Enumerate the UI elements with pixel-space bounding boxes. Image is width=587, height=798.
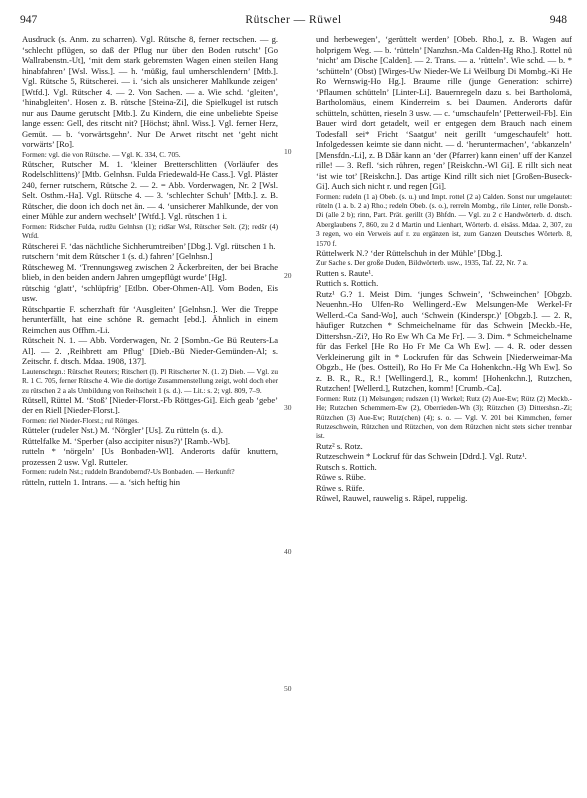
dictionary-entry: Rutz¹ G.? 1. Meist Dim. ‘junges Schwein’, ‘Schweinchen’ [Obgzb. Neuenhn.-Ho Ulfen-Ro Wellingerd.-Ew Melsungen-Me Werkel-Fr Wellerd.-Ca Sand-Wo], auch ‘Schwein (Kinderspr.)’ [Obgzb.]. — 2. R, häufiger Rutzchen * Schmeichelname für das Schwein [Meckb.-He, Dittershsn.-Zi?, Ho Ro Ew Wh Ca Me Fr]. — 3. Dim. * Schmeichelname für das Ferkel [He Ro Ho Fr Me Ca Wh Ew]. — 4. R. oder dessen Verkleinerung gilt in * Lockrufen für das Schwein [Niederweimar-Ma Obgzb., He (bes. Ostteil), Ro Ho Fr Me Ca Hohenkchn.-Hg Wh Ew]. So z. B. R., R., R.! [Wellingerd.], R., komm! [Hohenkchn.], Rutzchen, Rutzchen! [Wellerd.], Rutzchen, komm! [Crumb.-Ca]. <box>316 288 572 394</box>
dictionary-entry: Rüwel, Rauwel, rauwelig s. Räpel, ruppelig. <box>316 493 468 504</box>
dictionary-entry: Rütsell, Rüttel M. ‘Stoß’ [Nieder-Florst.-Fb Röttges-Gi]. Eich geab ‘gebe’ der en Riell [Nieder-Florst.]. <box>22 394 278 416</box>
page-number-left: 947 <box>20 14 38 26</box>
dictionary-entry: Rüwe s. Rüfe. <box>316 482 365 493</box>
dictionary-entry: Rutten s. Raute¹. <box>316 267 374 278</box>
dictionary-entry: Rutz² s. Rotz. <box>316 440 363 451</box>
form-note: Formen: riel Nieder-Florst.; rul Röttges. <box>22 415 139 425</box>
dictionary-entry: Rüwe s. Rübe. <box>316 472 366 483</box>
dictionary-entry: Rüttelfalke M. ‘Sperber (also accipiter nisus?)’ [Ramb.-Wb]. <box>22 435 230 446</box>
dictionary-entry: Ruttich s. Rottich. <box>316 278 379 289</box>
dictionary-entry: rütteln, rutteln 1. Intrans. — a. ‘sich heftig hin <box>22 476 181 487</box>
dictionary-entry: rutschern ‘mit dem Rütscher 1 (s. d.) fahren’ [Gelnhsn.] <box>22 251 213 262</box>
dictionary-entry: Rutsch s. Rottich. <box>316 461 377 472</box>
dictionary-entry: Rüttelwerk N.? ‘der Rüttelschuh in der Mühle’ [Dbg.]. <box>316 247 503 258</box>
dictionary-entry: Rütscheweg M. ‘Trennungsweg zwischen 2 Äckerbreiten, der bei Brache blieb, in den beiden andern Jahren umgepflügt wurde’ [Hg]. <box>22 261 278 283</box>
form-note: Formen: rudeln (1 a) Obeb. (s. u.) und Impt. rottel (2 a) Calden. Sonst nur umgelautet: rüteln (1 a. b. 2 a) Rho.; redeln Obeb. (s. o.), rerreln Mombg., rile Linter, relle Donsb.-Di (alle 2 b); rinn, Part. Prät. gerillt (3) Bhfdn. — Vgl. zu 2 c Handwörterb. d. dtsch. Aberglaubens 7, 860, zu 2 d Martin und Lienhart, Wörterb. d. elsäss. Mdaa. 2, 307, zu 3 regen, wo ein Verweis auf r. zu ergänzen ist, zum Ganzen Deutsches Wörterb. 8, 1570 f. <box>316 191 572 248</box>
dictionary-entry: und herbewegen’, ‘gerüttelt werden’ [Obeb. Rho.], z. B. Wagen auf holprigem Weg. — b. ‘rütteln’ [Nanzhsn.-Ma Calden-Hg Rho.]. Rottel nü ‘nicht’ am Dische [Calden]. — 2. Trans. — a. ‘rütteln’. Wie schd. — b. * ‘schütteln’ (Obst) [Wirges-Uw Nieder-We Li Weilburg Di Mombg.-Ki He Ro Wernswig-Ho Hg.]. Braume rille (junge Generation: schirre) ‘Pflaumen schütteln’ [Linter-Li]. Bauernregeln dazu s. bei Bartholomä, Bartholomäus, einem Kinderreim s. bei Daumen. Anderorts dafür schütteln, schütten, rieseln 3 usw. — c. ‘umschaufeln’ [Petterweil-Fb]. Ein Bauer wird dort getadelt, weil er entgegen dem Brauch nach einem Todesfall sei* Fricht ‘Saatgut’ neit gerillt ‘umgeschaufelt’ hott. Infolgedessen keimte sie dann nicht. — d. ‘heruntermachen’, ‘abkanzeln’ [Mensfdn.-Li], z. B Dǟär kann an ‘der (Pfarrer) kann einen’ uff der Kanzel rille! — 3. Refl. ‘sich rühren, regen’ [Reiskchn.-Wl Gi]. E rillt sich neat ‘ist wie tot’ [Reiskchn.]. Das artige Kind rillt sich niet [Großen-Buseck-Gi]. Auch sich nicht r. und regen [Gi]. <box>316 34 572 191</box>
dictionary-entry: rutteln * ‘nörgeln’ [Us Bonbaden-Wl]. Anderorts dafür knuttern, prozessen 2 usw. Vgl. Rutteler. <box>22 446 278 467</box>
line-number: 20 <box>284 271 292 280</box>
running-title: Rütscher — Rüwel <box>245 14 342 26</box>
line-number: 50 <box>284 684 292 693</box>
form-note: Lautenschrgn.: Rütschet Reuters; Ritschert (l). Pl Ritscherter N. (1. 2) Dieb. — Vgl. zu R. 1 C. 705, ferner Rütsche 4. Wie die dortige Zusammenstellung zeigt, wohl doch eher zu rütschen 2 a als Umbildung von Reihscheit 1 (s. d.). — Lit.: s. 2; vgl. 809, 7–9. <box>22 366 278 395</box>
page-number-right: 948 <box>549 14 567 26</box>
line-number: 10 <box>284 147 292 156</box>
form-note: Zur Sache s. Der große Duden, Bildwörterb. usw., 1935, Taf. 22, Nr. 7 a. <box>316 258 528 268</box>
dictionary-entry: Ausdruck (s. Anm. zu scharren). Vgl. Rütsche 8, ferner rectschen. — g. ‘schlecht pflügen, so daß der Pflug nur über den Boden rutscht’ [Go Wallrabenstn.-Ut], ‘mit dem stark gebremsten Wagen einen steilen Hang hinabfahren’ [Wsl. Wiss.]. — h. ‘müßig, faul umherschlendern’ [Mtb.]. Vgl. Rütsche 5, Rütscherei. — i. ‘sich als unsicherer Mahlkunde zeigen’ [Wtfd.]. Vgl. Rütscher 4. — 2. Von Sachen. — a. Wie schd. ‘gleiten’, ‘hinabgleiten’. Hosen z. B. rütsche [Steina-Zi], die Spielkugel ist rutsch nur aus Daume gerutscht [Mtb.]. Zu Kindern, die eine unbeliebte Speise lange essen: Gell, des ritscht nit? [Höchst; ähnl. Wiss.]. Vgl. ferner Herz, Gemüt. — b. ‘vorwärtsgehn’. Nur De Arwet ritscht net ‘geht nicht vorwärts’ [Ro]. <box>22 34 278 149</box>
dictionary-entry: Rütschpartie F. scherzhaft für ‘Ausgleiten’ [Gelnhsn.]. Wer die Treppe herunterfällt, hat eine schöne R. gemacht [ebd.]. Ähnlich in einem Reimchen aus Offhm.-Li. <box>22 303 278 335</box>
form-note: Formen: rudeln Nst.; ruddeln Brandobernd?-Us Bonbaden. — Herkunft? <box>22 467 235 477</box>
dictionary-entry: Rütteler (rudeler Nst.) M. ‘Nörgler’ [Us]. Zu rütteln (s. d.). <box>22 425 224 436</box>
form-note: Formen: vgl. die von Rütsche. — Vgl. K. 334, C. 705. <box>22 149 181 159</box>
page-header <box>20 14 567 30</box>
dictionary-entry: Rutzeschwein * Lockruf für das Schwein [Ddrd.]. Vgl. Rutz¹. <box>316 451 527 462</box>
dictionary-entry: Rütscheit N. 1. — Abb. Vorderwagen, Nr. 2 [Sombn.-Ge Bü Reuters-La Al]. — 2. ‚Reihbrett am Pflug‘ [Dieb.-Bü Nieder-Gemünden-Al; s. Zeitschr. f. dtsch. Mdaa. 1908, 137]. <box>22 335 278 367</box>
dictionary-entry: Rütscherei F. ‘das nächtliche Sichherumtreiben’ [Dbg.]. Vgl. rütschen 1 h. <box>22 240 276 251</box>
left-column <box>22 34 278 487</box>
right-column <box>316 34 572 504</box>
form-note: Formen: Ridscher Fulda, rudžu Gelnhsn (1); ridšar Wsl, Rütscher Selt. (2); redšr (4) Wtfd. <box>22 221 278 241</box>
line-number: 40 <box>284 547 292 556</box>
dictionary-entry: rütschig ‘glatt’, ‘schlüpfrig’ [Etlbn. Ober-Ohmen-Al]. Vom Boden, Eis usw. <box>22 282 278 304</box>
dictionary-entry: Rütscher, Rutscher M. 1. ‘kleiner Bretterschlitten (Vorläufer des Rodelschlittens)’ [Mtb. Gelnhsn. Fulda Friedewald-He Cass.]. Vgl. Pläster 240, ferner rutschern, Rütsche 2. — 2. = Abb. Vorderwagen, Nr. 2 [Wsl. Selt. Osthm.-Ha]. Vgl. Rütsche 4. — 3. ‘schlechter Schuh’ [Mtb.]. z. B. Rütscher, die doon ich doch net än. — 4. ‘unsicherer Mahlkunde, der von einer Mühle zur andern wechselt’ [Wtfd.]. Vgl. rütschen 1 i. <box>22 158 278 222</box>
line-number: 30 <box>284 403 292 412</box>
form-note: Formen: Rutz (1) Melsungen; rudszen (1) Werkel; Rutz (2) Aue-Ew; Rütz (2) Meckb.-He; Rutzchen Schemmern-Ew (2), Oberrieden-Wh (3); Rützchen (3) Dittershsn.-Zi; Rützchen (3) Aue-Ew; Rutz(chen) (4); s. o. — Vgl. V. 201 bei Kimmchen, ferner Rutzeschwein, Rützchen und Rützchen, von dem Rützchen nicht stets sicher trennbar ist. <box>316 393 572 441</box>
